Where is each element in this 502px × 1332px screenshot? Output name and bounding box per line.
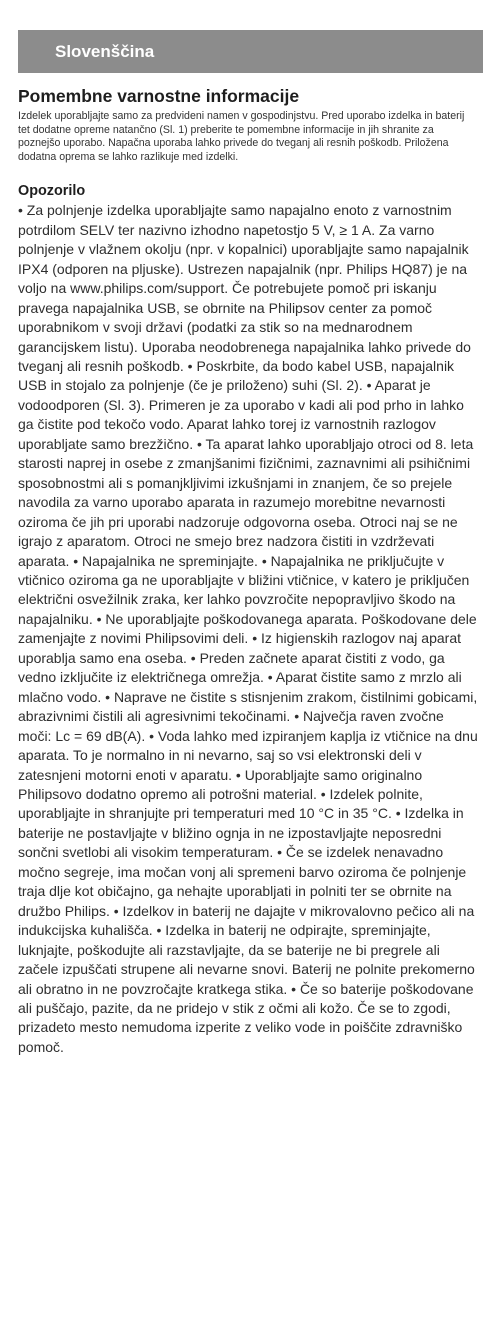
- warning-title: Opozorilo: [18, 183, 86, 200]
- document-page: [18, 30, 483, 1057]
- section-title: Pomembne varnostne informacije: [18, 86, 300, 106]
- language-header-bar: [18, 30, 483, 73]
- intro-paragraph: Izdelek uporabljajte samo za predvideni namen v gospodinjstvu. Pred uporabo izdelka in baterij tet dodatne opreme natančno (Sl. 1) preberite te pomembne informacije in jih shranite za poznejšo uporabo. Napačna uporaba lahko privede do tveganj ali resnih poškodb. Priložena dodatna oprema se lahko razlikuje med izdelki.: [18, 110, 465, 163]
- warning-paragraph: • Za polnjenje izdelka uporabljajte samo napajalno enoto z varnostnim potrdilom SELV ter nazivno izhodno napetostjo 5 V, ≥ 1 A. Za varno polnjenje v vlažnem okolju (npr. v kopalnici) uporabljajte samo napajalnik IPX4 (odporen na pljuske). Ustrezen napajalnik (npr. Philips HQ87) je na voljo na www.philips.com/support. Če potrebujete pomoč pri iskanju pravega napajalnika USB, se obrnite na Philipsov center za pomoč uporabnikom v svoji državi (podatki za stik so na mednarodnem garancijskem listu). Uporaba neodobrenega napajalnika lahko privede do tveganj ali resnih poškodb. • Poskrbite, da bodo kabel USB, napajalnik USB in stojalo za polnjenje (če je priloženo) suhi (Sl. 2). • Aparat je vodoodporen (Sl. 3). Primeren je za uporabo v kadi ali pod prho in lahko ga čistite pod tekočo vodo. Aparat lahko torej iz varnostnih razlogov uporabljate samo brezžično. • Ta aparat lahko uporabljajo otroci od 8. leta starosti naprej in osebe z zmanjšanimi fizičnimi, zaznavnimi ali psihičnimi sposobnostmi ali s pomanjkljivimi izkušnjami in znanjem, če so prejele navodila za varno uporabo aparata in razumejo morebitne nevarnosti oziroma če jih pri uporabi nadzoruje odgovorna oseba. Otroci naj se ne igrajo z aparatom. Otroci ne smejo brez nadzora čistiti in vzdrževati aparata. • Napajalnika ne spreminjajte. • Napajalnika ne priključujte v vtičnico oziroma ga ne uporabljajte v bližini vtičnice, v katero je priključen električni osvežilnik zraka, ker lahko povzročite nepopravljivo škodo na napajalniku. • Ne uporabljajte poškodovanega aparata. Poškodovane dele zamenjajte z novimi Philipsovimi deli. • Iz higienskih razlogov naj aparat uporablja samo ena oseba. • Preden začnete aparat čistiti z vodo, ga vedno izključite iz električnega omrežja. • Aparat čistite samo z mrzlo ali mlačno vodo. • Naprave ne čistite s stisnjenim zrakom, čistilnimi gobicami, abrazivnimi čistili ali agresivnimi tekočinami. • Največja raven zvočne moči: Lc = 69 dB(A). • Voda lahko med izpiranjem kaplja iz vtičnice na dnu aparata. To je normalno in ni nevarno, saj so vsi elektronski deli v zatesnjeni motorni enoti v aparatu. • Uporabljajte samo originalno Philipsovo dodatno opremo ali potrošni material. • Izdelek polnite, uporabljajte in shranjujte pri temperaturi med 10 °C in 35 °C. • Izdelka in baterije ne postavljajte v bližino ognja in ne izpostavljajte neposredni sončni svetlobi ali visokim temperaturam. • Če se izdelek nenavadno močno segreje, ima močan vonj ali spremeni barvo oziroma če polnjenje traja dlje kot običajno, ga nehajte uporabljati in polniti ter se obrnite na družbo Philips. • Izdelkov in baterij ne dajajte v mikrovalovno pečico ali na indukcijska kuhališča. • Izdelka in baterij ne odpirajte, spreminjajte, luknjajte, poškodujte ali razstavljajte, da se baterije ne bi pregrele ali začele izpuščati strupene ali nevarne snovi. Baterij ne polnite prekomerno ali obratno in ne povzročajte kratkega stika. • Če so baterije poškodovane ali puščajo, pazite, da ne pridejo v stik z očmi ali kožo. Če se to zgodi, prizadeto mesto nemudoma izperite z veliko vode in poiščite zdravniško pomoč.: [18, 202, 478, 1055]
- language-label: Slovenščina: [55, 42, 155, 61]
